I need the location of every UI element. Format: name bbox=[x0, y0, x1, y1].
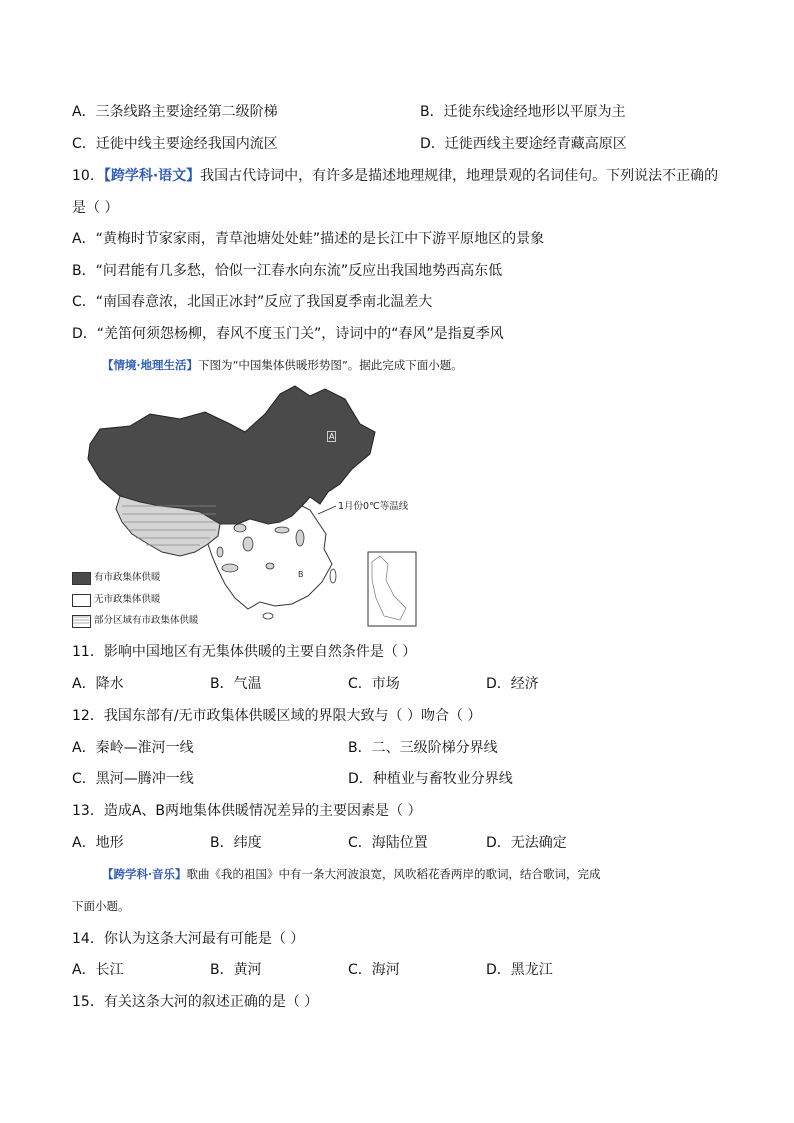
q9-option-row-1 bbox=[72, 102, 626, 122]
q14-option-a: A．长江 bbox=[72, 962, 124, 978]
q9-option-row-2 bbox=[72, 134, 627, 154]
hainan-island bbox=[263, 613, 273, 619]
q10-stem bbox=[72, 166, 718, 186]
q14-option-d: D．黑龙江 bbox=[486, 962, 553, 978]
q11-stem: 11．影响中国地区有无集体供暖的主要自然条件是（ ） bbox=[72, 644, 417, 660]
q12-option-row-1 bbox=[72, 738, 498, 758]
q11-option-b: B．气温 bbox=[210, 676, 262, 692]
q12-option-a: A．秦岭—淮河一线 bbox=[72, 740, 194, 756]
q13-option-b: B．纬度 bbox=[210, 835, 262, 851]
context-music bbox=[102, 865, 601, 883]
q13-option-c: C．海陆位置 bbox=[348, 835, 428, 851]
q15-stem: 15．有关这条大河的叙述正确的是（ ） bbox=[72, 994, 319, 1010]
q11-option-c: C．市场 bbox=[348, 676, 400, 692]
south-china-sea-inset bbox=[368, 552, 416, 626]
q12-stem: 12．我国东部有/无市政集体供暖区域的界限大致与（ ）吻合（ ） bbox=[72, 708, 482, 724]
taiwan-island bbox=[330, 569, 336, 583]
isotherm-label: 1月份0℃等温线 bbox=[338, 501, 409, 512]
q10-option-a: A．“黄梅时节家家雨，青草池塘处处蛙”描述的是长江中下游平原地区的景象 bbox=[72, 231, 545, 247]
q14-option-c: C．海河 bbox=[348, 962, 400, 978]
q10-option-b: B．“问君能有几多愁，恰似一江春水向东流”反应出我国地势西高东低 bbox=[72, 263, 503, 279]
q14-options bbox=[72, 960, 553, 980]
china-heating-map bbox=[70, 384, 420, 629]
q11-options bbox=[72, 674, 539, 694]
q11-option-d: D．经济 bbox=[486, 676, 539, 692]
legend-label-partial: 部分区域有市政集体供暖 bbox=[94, 615, 199, 626]
q9-option-b: B．迁徙东线途经地形以平原为主 bbox=[420, 104, 626, 120]
legend-label-unheated: 无市政集体供暖 bbox=[94, 594, 161, 605]
isotherm-leader bbox=[318, 506, 336, 514]
context-music-text: 歌曲《我的祖国》中有一条大河波浪宽，风吹稻花香两岸的歌词，结合歌词，完成 bbox=[186, 867, 601, 881]
q13-option-a: A．地形 bbox=[72, 835, 124, 851]
q10-option-d: D．“羌笛何须怨杨柳，春风不度玉门关”，诗词中的“春风”是指夏季风 bbox=[72, 326, 504, 342]
q13-options bbox=[72, 833, 567, 853]
legend-label-heated: 有市政集体供暖 bbox=[94, 572, 161, 583]
q10-stem-text: 我国古代诗词中，有许多是描述地理规律，地理景观的名词佳句。下列说法不正确的 bbox=[200, 168, 719, 184]
q14-option-b: B．黄河 bbox=[210, 962, 262, 978]
q10-option-c: C．“南国春意浓，北国正冰封”反应了我国夏季南北温差大 bbox=[72, 294, 433, 310]
q9-option-a: A．三条线路主要途经第二级阶梯 bbox=[72, 104, 278, 120]
q13-stem: 13．造成A、B两地集体供暖情况差异的主要因素是（ ） bbox=[72, 803, 422, 819]
q12-option-row-2 bbox=[72, 769, 513, 789]
context-music-tag: 【跨学科·音乐】 bbox=[102, 867, 187, 881]
q11-option-a: A．降水 bbox=[72, 676, 124, 692]
legend-swatch-partial bbox=[72, 615, 91, 628]
context-geo-life bbox=[102, 356, 463, 374]
q14-stem: 14．你认为这条大河最有可能是（ ） bbox=[72, 931, 305, 947]
map-label-b: B bbox=[298, 570, 304, 579]
q10-number: 10． bbox=[72, 168, 104, 184]
q12-option-d: D．种植业与畜牧业分界线 bbox=[348, 771, 513, 787]
q9-option-c: C．迁徙中线主要途经我国内流区 bbox=[72, 136, 278, 152]
q12-option-b: B．二、三级阶梯分界线 bbox=[348, 740, 498, 756]
q12-option-c: C．黑河—腾冲一线 bbox=[72, 771, 194, 787]
context-music-cont: 下面小题。 bbox=[72, 899, 130, 913]
q13-option-d: D．无法确定 bbox=[486, 835, 567, 851]
q10-tag: 【跨学科·语文】 bbox=[103, 168, 201, 184]
q9-option-d: D．迁徙西线主要途经青藏高原区 bbox=[420, 136, 627, 152]
map-label-a: A bbox=[329, 432, 335, 441]
legend-swatch-unheated bbox=[72, 594, 91, 607]
context-geo-life-tag: 【情境·地理生活】 bbox=[102, 358, 199, 372]
q10-stem-cont: 是（ ） bbox=[72, 200, 119, 216]
legend-swatch-heated bbox=[72, 572, 91, 585]
context-geo-life-text: 下图为“中国集体供暖形势图”。据此完成下面小题。 bbox=[198, 358, 463, 372]
